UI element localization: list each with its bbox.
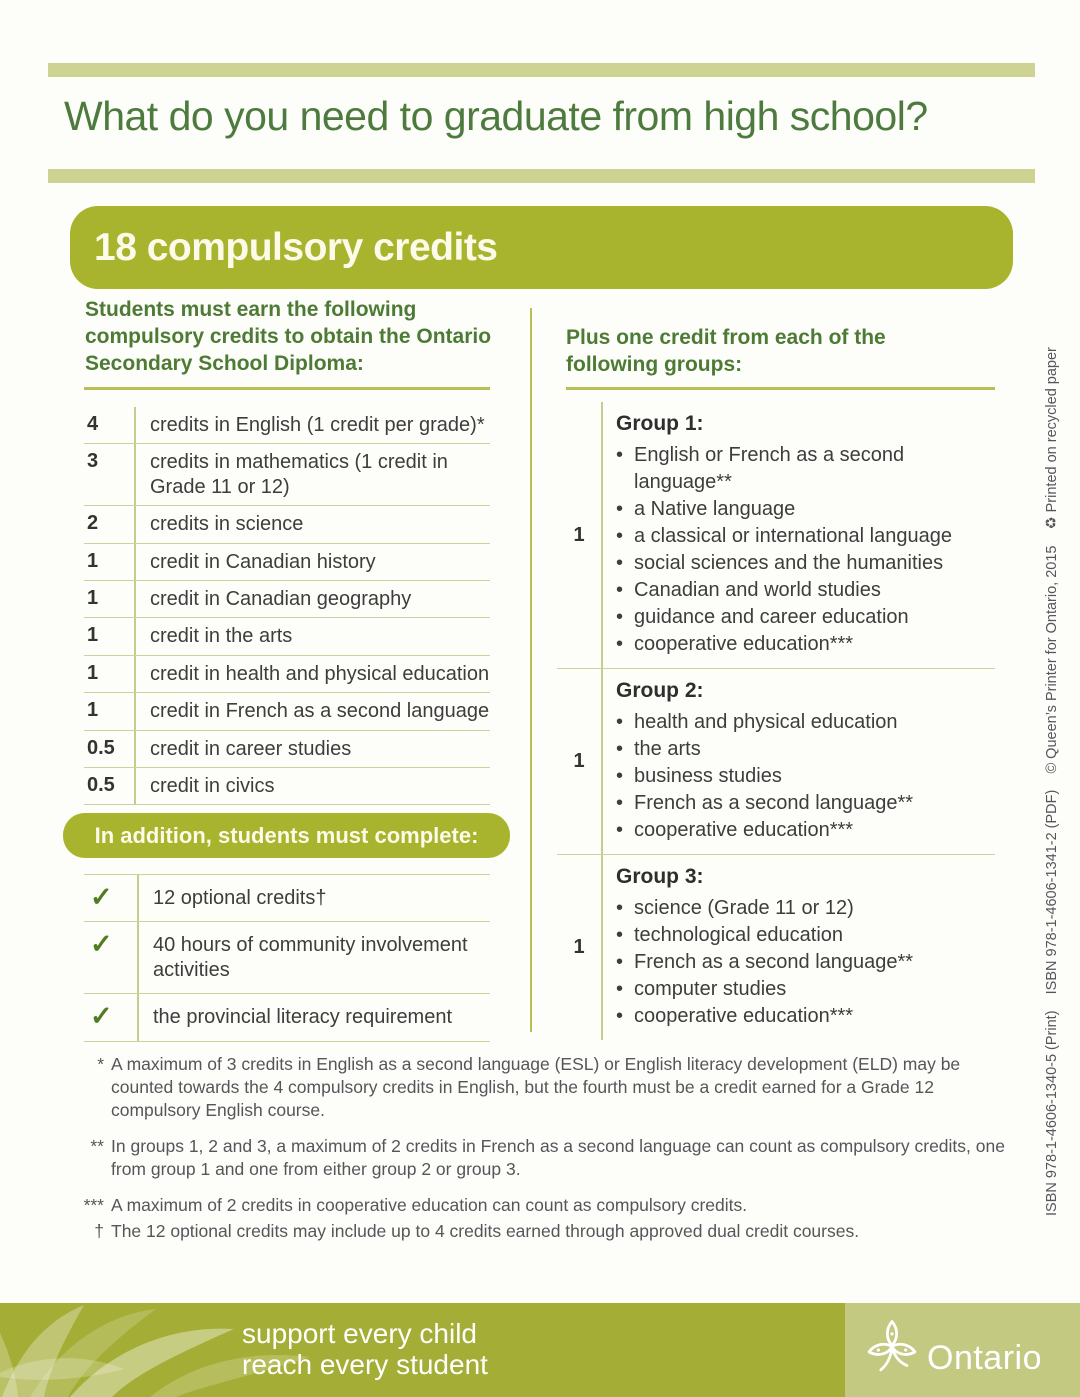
addition-table-row: [84, 922, 490, 994]
group-item: • Canadian and world studies: [616, 577, 995, 604]
credit-table-row: [84, 768, 490, 805]
credit-quantity: 2: [87, 512, 99, 535]
footnote: [70, 1135, 1015, 1181]
addition-table-row: [84, 875, 490, 922]
footer-tagline: [242, 1318, 488, 1380]
footnote-text: A maximum of 2 credits in cooperative education can count as compulsory credits.: [111, 1195, 748, 1216]
footnote-marker: †: [94, 1220, 104, 1241]
group-title: Group 3:: [616, 865, 704, 888]
credit-table-row: [84, 693, 490, 730]
footnote: [70, 1220, 1015, 1243]
group-item-list: [616, 895, 995, 1030]
footnote-text: A maximum of 3 credits in English as a second language (ESL) or English literacy development (ELD) may be counted towards the 4 compulsory credits in English, but the fourth must be a credit earned for a Grade 12 compulsory English course.: [111, 1054, 961, 1121]
group-item: • computer studies: [616, 976, 995, 1003]
footnote-marker: ***: [83, 1195, 104, 1216]
compulsory-credits-table: [84, 407, 490, 805]
group-title: Group 1:: [616, 412, 704, 435]
ontario-trillium-icon: [861, 1319, 923, 1381]
group-item: • health and physical education: [616, 709, 995, 736]
credit-description: credit in health and physical education: [134, 656, 490, 692]
group-item: • cooperative education***: [616, 631, 995, 658]
addition-requirements-banner: [63, 813, 510, 858]
credit-quantity: 1: [87, 624, 99, 647]
group-item: • French as a second language**: [616, 949, 995, 976]
credit-description: credit in civics: [134, 768, 490, 804]
addition-banner-label: In addition, students must complete:: [94, 823, 479, 848]
checkmark-icon: ✓: [90, 1001, 113, 1032]
credit-quantity: 1: [87, 549, 99, 572]
credit-table-row: [84, 407, 490, 444]
decorative-bar-top: [48, 63, 1035, 77]
group-row: [557, 854, 995, 1040]
group-item: • cooperative education***: [616, 1003, 995, 1030]
page-title: What do you need to graduate from high school?: [64, 93, 928, 139]
credit-description: credit in the arts: [134, 618, 490, 654]
credit-description: credits in mathematics (1 credit in Grade 11 or 12): [134, 444, 490, 505]
tagline-line-2: reach every student: [242, 1349, 488, 1380]
tagline-line-1: support every child: [242, 1318, 478, 1349]
group-content: [601, 855, 995, 1040]
credit-quantity: 1: [87, 586, 99, 609]
credit-table-row: [84, 656, 490, 693]
right-column-rule: [566, 387, 995, 390]
group-item: • a Native language: [616, 496, 995, 523]
group-credit-quantity: 1: [573, 936, 585, 958]
footer-band: [0, 1303, 1080, 1397]
addition-requirements-table: [84, 874, 490, 1042]
group-content: [601, 669, 995, 854]
group-title: Group 2:: [616, 679, 704, 702]
group-item: • the arts: [616, 736, 995, 763]
credit-quantity: 0.5: [87, 736, 115, 759]
credit-description: credit in French as a second language: [134, 693, 490, 729]
checkmark-icon: ✓: [90, 929, 113, 960]
group-item-list: [616, 442, 995, 658]
ontario-logo-text: Ontario: [927, 1338, 1042, 1377]
credit-table-row: [84, 544, 490, 581]
group-item: • English or French as a second language**: [616, 442, 995, 496]
group-content: [601, 402, 995, 668]
group-item: • a classical or international language: [616, 523, 995, 550]
group-item: • business studies: [616, 763, 995, 790]
group-item: • social sciences and the humanities: [616, 550, 995, 577]
right-column-intro: Plus one credit from each of the following groups:: [566, 326, 886, 376]
footnote: [70, 1053, 1015, 1122]
credit-description: credits in English (1 credit per grade)*: [134, 407, 490, 443]
group-credit-quantity: 1: [573, 523, 585, 546]
compulsory-credits-banner: [70, 206, 1013, 289]
addition-table-row: [84, 994, 490, 1041]
checkmark-icon: ✓: [90, 882, 113, 912]
footnote: [70, 1194, 1015, 1217]
ontario-logo-panel: [845, 1303, 1080, 1397]
footnote-text: In groups 1, 2 and 3, a maximum of 2 credits in French as a second language can count as compulsory credits, one from group 1 and one from either group 2 or group 3.: [111, 1136, 1005, 1180]
credit-table-row: [84, 731, 490, 768]
addition-requirement-text: the provincial literacy requirement: [137, 994, 490, 1040]
credit-description: credit in career studies: [134, 731, 490, 767]
group-item: • guidance and career education: [616, 604, 995, 631]
credit-table-row: [84, 506, 490, 543]
group-item: • French as a second language**: [616, 790, 995, 817]
footnotes-block: [70, 1053, 1015, 1256]
credit-table-row: [84, 581, 490, 618]
credit-description: credit in Canadian history: [134, 544, 490, 580]
footnote-marker: **: [90, 1136, 104, 1157]
left-column-rule: [84, 387, 490, 390]
credit-quantity: 1: [87, 699, 99, 722]
group-item: • technological education: [616, 922, 995, 949]
group-row: [557, 668, 995, 854]
group-credit-quantity: 1: [573, 750, 585, 772]
credit-quantity: 3: [87, 450, 99, 473]
addition-requirement-text: 40 hours of community involvement activities: [137, 922, 490, 993]
group-row: [557, 402, 995, 668]
credit-groups-table: [557, 402, 995, 1040]
credit-quantity: 4: [87, 413, 99, 435]
compulsory-credits-banner-label: 18 compulsory credits: [94, 226, 498, 269]
left-column-intro: Students must earn the following compulsory credits to obtain the Ontario Secondary School Diploma:: [85, 298, 492, 375]
group-item-list: [616, 709, 995, 844]
group-item: • cooperative education***: [616, 817, 995, 844]
addition-requirement-text: 12 optional credits†: [137, 875, 490, 921]
isbn-copyright-vertical-text: ISBN 978-1-4606-1340-5 (Print) ISBN 978-1-4606-1341-2 (PDF) © Queen’s Printer for Ontario, 2015 ♻ Printed on recycled paper: [1044, 347, 1060, 1216]
column-divider-line: [530, 308, 532, 1032]
credit-description: credits in science: [134, 506, 490, 542]
credit-table-row: [84, 618, 490, 655]
decorative-bar-bottom: [48, 169, 1035, 183]
footnote-marker: *: [97, 1054, 104, 1074]
credit-quantity: 1: [87, 661, 99, 684]
credit-description: credit in Canadian geography: [134, 581, 490, 617]
credit-table-row: [84, 444, 490, 506]
footnote-text: The 12 optional credits may include up to 4 credits earned through approved dual credit courses.: [111, 1220, 860, 1241]
group-item: • science (Grade 11 or 12): [616, 895, 995, 922]
credit-quantity: 0.5: [87, 773, 115, 796]
